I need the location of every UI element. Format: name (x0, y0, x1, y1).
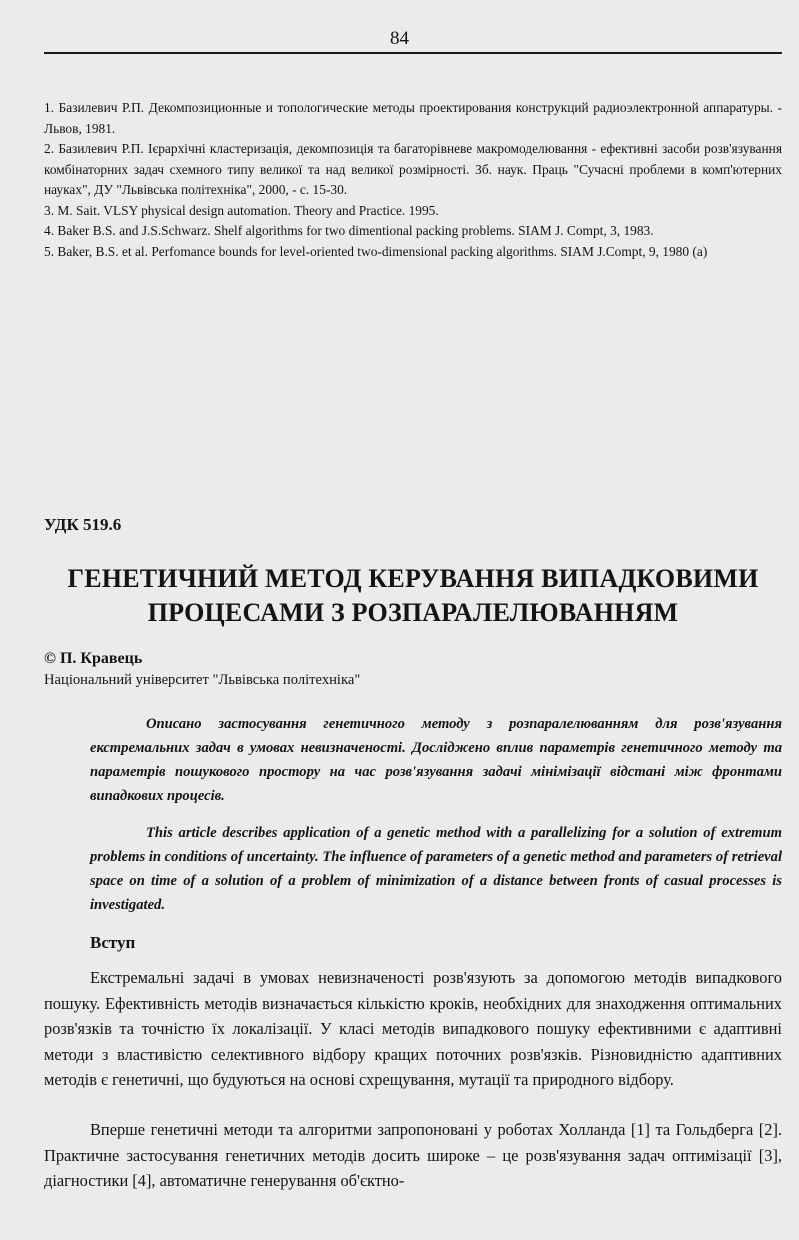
abstract-ukrainian: Описано застосування генетичного методу з розпаралелюванням для розв'язування екстремальних задач в умовах невизначеності. Досліджено вплив параметрів генетичного методу та параметрів пошукового простору на час розв'язування задачі мінімізації відстані між фронтами випадкових процесів. (90, 716, 782, 804)
reference-list (44, 98, 782, 262)
author: © П. Кравець (44, 650, 143, 667)
body-paragraph-2: Вперше генетичні методи та алгоритми запропоновані у роботах Холланда [1] та Гольдберга [2]. Практичне застосування генетичних методів досить широке – це розв'язування задач оптимізації [3], діагностики [4], автоматичне генерування об'єктно- (44, 1120, 782, 1190)
article-title-line-1: ГЕНЕТИЧНИЙ МЕТОД КЕРУВАННЯ ВИПАДКОВИМИ (67, 564, 759, 593)
body-paragraph-1: Екстремальні задачі в умовах невизначеності розв'язують за допомогою методів випадкового пошуку. Ефективність методів визначається кількістю кроків, необхідних для знаходження оптимальних розв'язків та точністю їх локалізації. У класі методів випадкового пошуку ефективними є адаптивні методи з властивістю селективного відбору кращих поточних розв'язків. Різновидністю адаптивних методів є генетичні, що будуються на основі схрещування, мутації та природного відбору. (44, 968, 782, 1089)
reference-item-3: 3. M. Sait. VLSY physical design automation. Theory and Practice. 1995. (44, 202, 439, 218)
article-title (44, 562, 782, 630)
reference-item-1: 1. Базилевич Р.П. Декомпозиционные и топологические методы проектирования конструкций радиоэлектронной аппаратуры. - Львов, 1981. (44, 100, 782, 136)
section-heading: Вступ (90, 933, 136, 952)
reference-item-4: 4. Baker B.S. and J.S.Schwarz. Shelf algorithms for two dimentional packing problems. SIAM J. Compt, 3, 1983. (44, 223, 654, 238)
abstract-english: This article describes application of a genetic method with a parallelizing for a solution of extremum problems in conditions of uncertainty. The influence of parameters of a genetic method and parameters of retrieval space on time of a solution of a problem of minimization of a distance between fronts of casual processes is investigated. (90, 825, 782, 913)
affiliation: Національний університет "Львівська політехніка" (44, 672, 361, 688)
reference-item-5: 5. Baker, B.S. et al. Perfomance bounds for level-oriented two-dimensional packing algorithms. SIAM J.Compt, 9, 1980 (a) (44, 243, 708, 259)
reference-item-2: 2. Базилевич Р.П. Ієрархічні кластеризація, декомпозиція та багаторівневе макромоделювання - ефективні засоби розв'язування комбінаторних задач схемного типу великої та над великої розмірності. Зб. наук. Праць "Сучасні проблеми в комп'ютерних науках", ДУ "Львівська політехніка", 2000, - с. 15-30. (44, 141, 782, 197)
article-title-line-2: ПРОЦЕСАМИ З РОЗПАРАЛЕЛЮВАННЯМ (147, 598, 679, 627)
page-number: 84 (390, 28, 409, 49)
header-rule (44, 52, 782, 54)
udc-code: УДК 519.6 (44, 515, 122, 534)
